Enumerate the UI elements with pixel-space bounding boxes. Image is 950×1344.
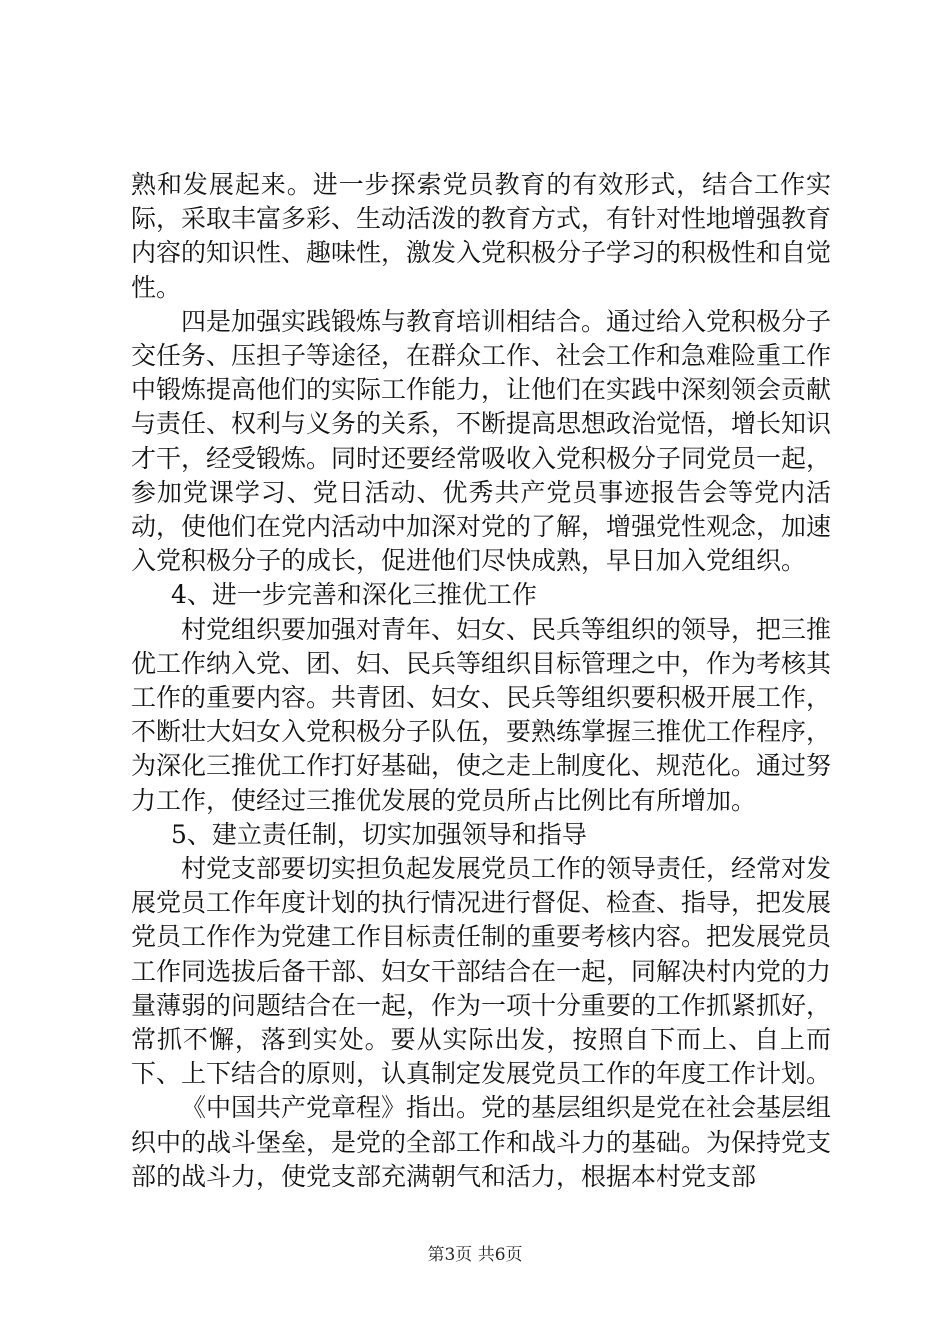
paragraph-party-constitution: 《中国共产党章程》指出。党的基层组织是党在社会基层组织中的战斗堡垒，是党的全部工作和战斗力的基础。为保持党支部的战斗力，使党支部充满朝气和活力，根据本村党支部 [131, 1093, 832, 1191]
paragraph-continuation: 熟和发展起来。进一步探索党员教育的有效形式，结合工作实际，采取丰富多彩、生动活泼的教育方式，有针对性地增强教育内容的知识性、趣味性，激发入党积极分子学习的积极性和自觉性。 [131, 170, 832, 302]
page-number-current: 第3页 [427, 1245, 473, 1265]
document-body [131, 168, 831, 1194]
section-heading-4: 4、进一步完善和深化三推优工作 [171, 580, 537, 610]
paragraph-practice-training: 四是加强实践锻炼与教育培训相结合。通过给入党积极分子交任务、压担子等途径，在群众工作、社会工作和急难险重工作中锻炼提高他们的实际工作能力，让他们在实践中深刻领会贡献与责任、权利与义务的关系，不断提高思想政治觉悟，增长知识才干，经受锻炼。同时还要经常吸收入党积极分子同党员一起，参加党课学习、党日活动、优秀共产党员事迹报告会等党内活动，使他们在党内活动中加深对党的了解，增强党性观念，加速入党积极分子的成长，促进他们尽快成熟，早日加入党组织。 [131, 306, 832, 576]
section-heading-5: 5、建立责任制，切实加强领导和指导 [171, 819, 587, 849]
page-footer [0, 1244, 950, 1266]
paragraph-responsibility-system: 村党支部要切实担负起发展党员工作的领导责任，经常对发展党员工作年度计划的执行情况进行督促、检查、指导，把发展党员工作作为党建工作目标责任制的重要考核内容。把发展党员工作同选拔后备干部、妇女干部结合在一起，同解决村内党的力量薄弱的问题结合在一起，作为一项十分重要的工作抓紧抓好，常抓不懈，落到实处。要从实际出发，按照自下而上、自上而下、上下结合的原则，认真制定发展党员工作的年度工作计划。 [131, 854, 832, 1089]
page-number-total: 共6页 [477, 1245, 523, 1265]
paragraph-three-recommendations: 村党组织要加强对青年、妇女、民兵等组织的领导，把三推优工作纳入党、团、妇、民兵等组织目标管理之中，作为考核其工作的重要内容。共青团、妇女、民兵等组织要积极开展工作，不断壮大妇女入党积极分子队伍，要熟练掌握三推优工作程序，为深化三推优工作打好基础，使之走上制度化、规范化。通过努力工作，使经过三推优发展的党员所占比例比有所增加。 [131, 614, 832, 815]
